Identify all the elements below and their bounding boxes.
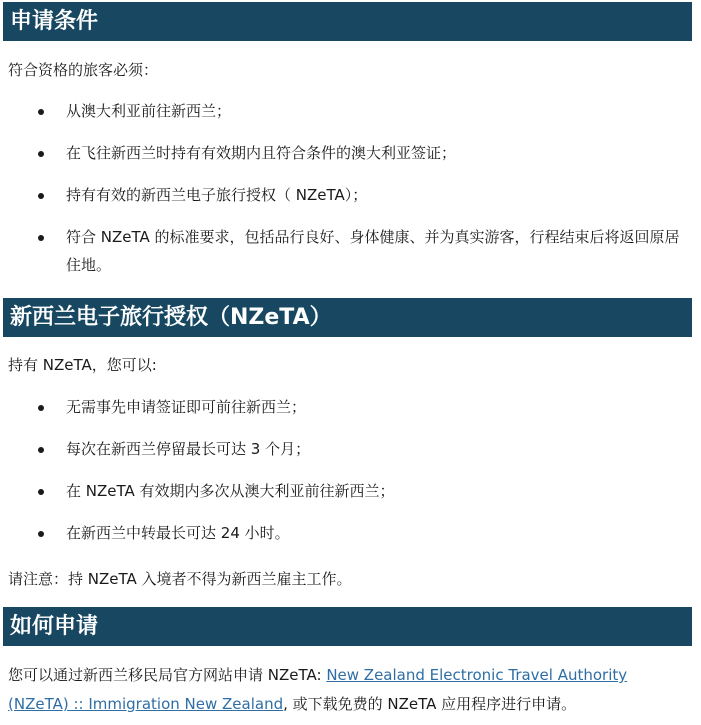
list-item: 无需事先申请签证即可前往新西兰；: [0, 393, 701, 421]
list-item: 符合 NZeTA 的标准要求，包括品行良好、身体健康、并为真实游客，行程结束后将返回原居住地。: [0, 223, 701, 279]
list-item: 每次在新西兰停留最长可达 3 个月；: [0, 435, 701, 463]
nzeta-benefits-list: [0, 393, 701, 561]
list-item: 在 NZeTA 有效期内多次从澳大利亚前往新西兰；: [0, 477, 701, 505]
list-item: 从澳大利亚前往新西兰；: [0, 97, 701, 125]
section-heading-how-to-apply: 如何申请: [3, 607, 692, 646]
list-item: 持有有效的新西兰电子旅行授权（ NZeTA）；: [0, 181, 701, 209]
eligibility-intro: 符合资格的旅客必须：: [8, 61, 159, 79]
section-heading-nzeta: 新西兰电子旅行授权（NZeTA）: [3, 298, 692, 337]
apply-text-after: , 或下载免费的 NZeTA 应用程序进行申请。: [283, 695, 577, 713]
how-to-apply-paragraph: [8, 661, 688, 719]
eligibility-list: [0, 97, 701, 293]
list-item: 在新西兰中转最长可达 24 小时。: [0, 519, 701, 547]
nzeta-official-link[interactable]: New Zealand Electronic Travel Authority (NZeTA) :: Immigration New Zealand: [8, 666, 628, 713]
apply-text-before: 您可以通过新西兰移民局官方网站申请 NZeTA:: [8, 666, 327, 684]
section-heading-eligibility: 申请条件: [3, 2, 692, 41]
nzeta-intro: 持有 NZeTA，您可以:: [8, 356, 157, 374]
list-item: 在飞往新西兰时持有有效期内且符合条件的澳大利亚签证；: [0, 139, 701, 167]
work-restriction-note: 请注意：持 NZeTA 入境者不得为新西兰雇主工作。: [8, 570, 352, 588]
